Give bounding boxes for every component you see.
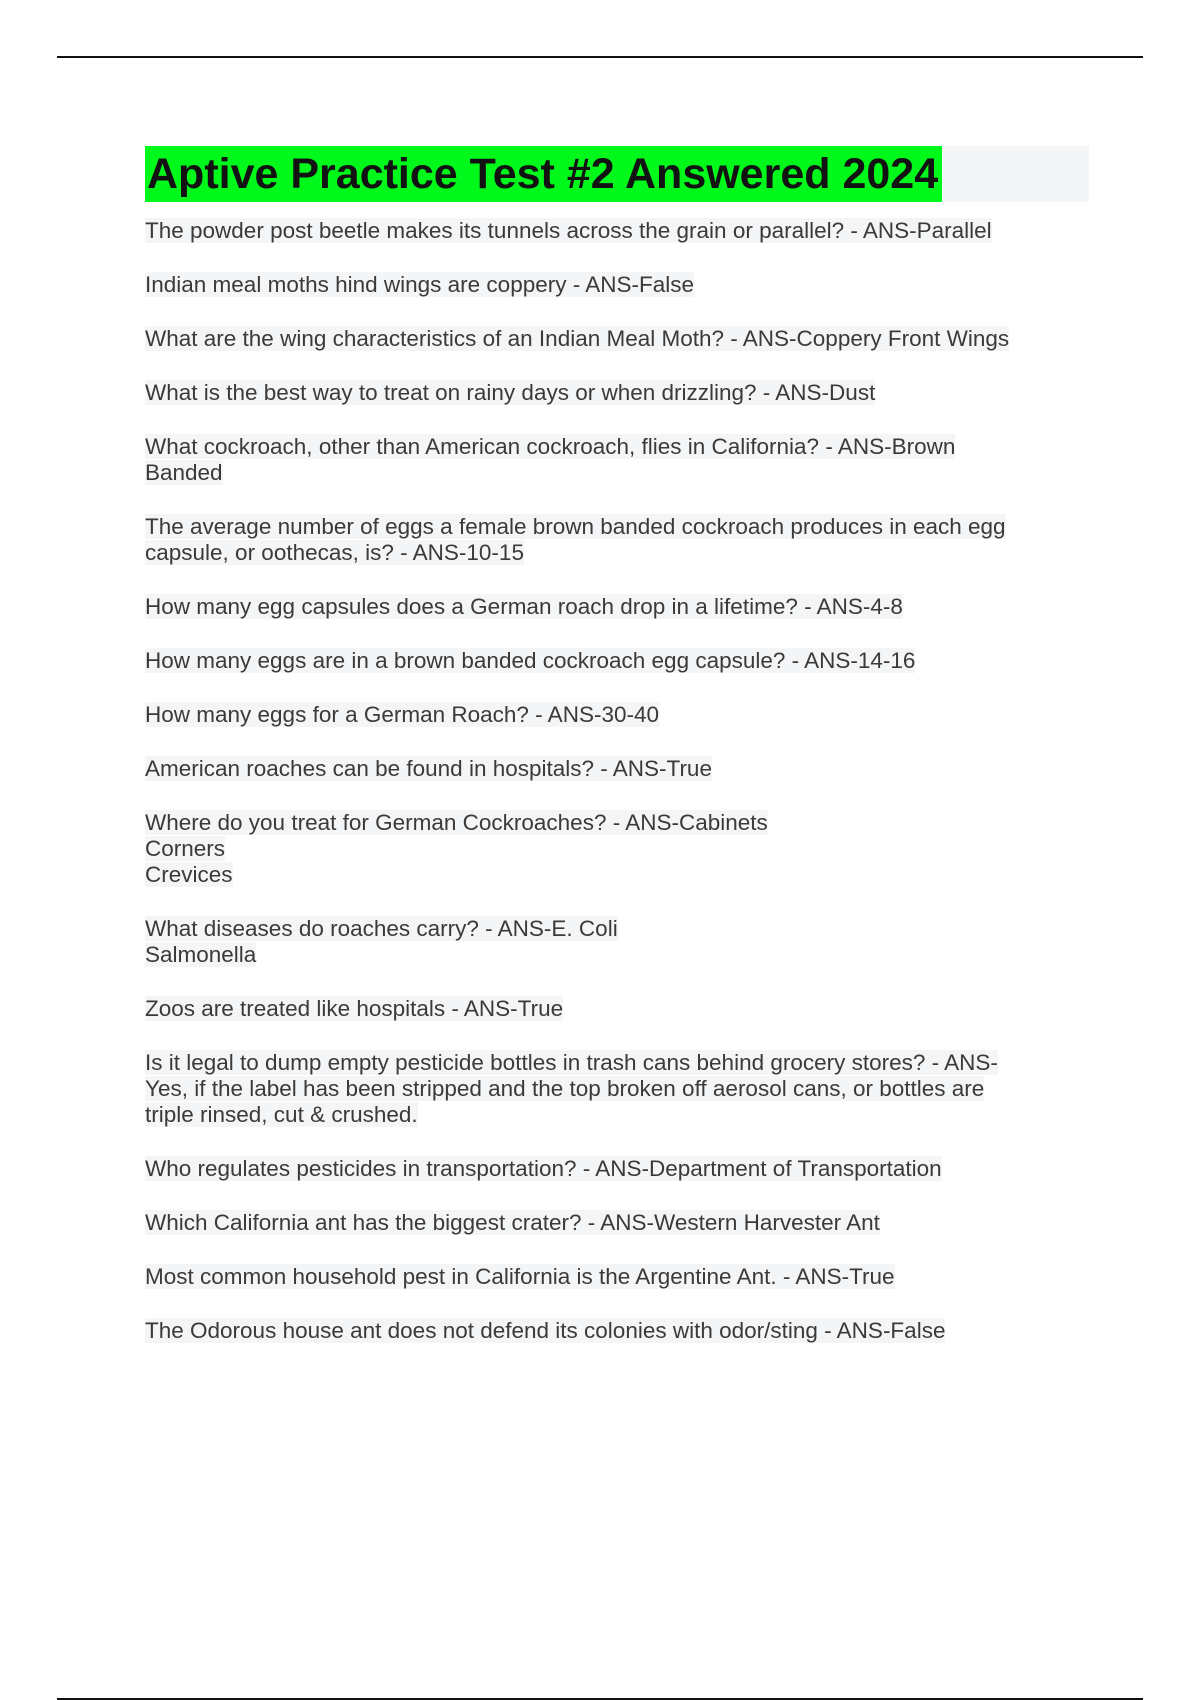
- qa-item: [145, 916, 1089, 968]
- qa-text: How many eggs are in a brown banded cockroach egg capsule? - ANS-14-16: [145, 648, 916, 673]
- qa-item: [145, 434, 1089, 486]
- qa-text: What cockroach, other than American cockroach, flies in California? - ANS-Brown Banded: [145, 434, 956, 485]
- qa-item: [145, 1264, 1089, 1290]
- qa-item: [145, 1050, 1089, 1128]
- qa-item: [145, 810, 1089, 888]
- qa-item: [145, 594, 1089, 620]
- qa-text: The average number of eggs a female brown banded cockroach produces in each egg capsule, or oothecas, is? - ANS-10-15: [145, 514, 1006, 565]
- qa-text: Which California ant has the biggest crater? - ANS-Western Harvester Ant: [145, 1210, 880, 1235]
- qa-text: American roaches can be found in hospitals? - ANS-True: [145, 756, 712, 781]
- qa-text: Is it legal to dump empty pesticide bottles in trash cans behind grocery stores? - ANS- Yes, if the label has been stripped and the top broken off aerosol cans, or bottles are triple rinsed, cut & crushed.: [145, 1050, 998, 1127]
- qa-item: [145, 648, 1089, 674]
- qa-text: Indian meal moths hind wings are coppery - ANS-False: [145, 272, 695, 297]
- qa-item: [145, 702, 1089, 728]
- title-bar: [145, 146, 1089, 202]
- qa-text: What are the wing characteristics of an Indian Meal Moth? - ANS-Coppery Front Wings: [145, 326, 1010, 351]
- top-rule: [57, 56, 1143, 58]
- qa-text: Who regulates pesticides in transportation? - ANS-Department of Transportation: [145, 1156, 942, 1181]
- qa-text: What diseases do roaches carry? - ANS-E. Coli Salmonella: [145, 916, 618, 967]
- qa-item: [145, 514, 1089, 566]
- document-page: [145, 146, 1089, 1372]
- qa-text: Most common household pest in California is the Argentine Ant. - ANS-True: [145, 1264, 895, 1289]
- qa-item: [145, 1318, 1089, 1344]
- qa-item: [145, 1156, 1089, 1182]
- qa-item: [145, 380, 1089, 406]
- qa-text: What is the best way to treat on rainy days or when drizzling? - ANS-Dust: [145, 380, 876, 405]
- qa-item: [145, 996, 1089, 1022]
- qa-text: How many eggs for a German Roach? - ANS-30-40: [145, 702, 659, 727]
- qa-item: [145, 756, 1089, 782]
- qa-text: The powder post beetle makes its tunnels across the grain or parallel? - ANS-Parallel: [145, 218, 992, 243]
- qa-item: [145, 218, 1089, 244]
- qa-text: The Odorous house ant does not defend its colonies with odor/sting - ANS-False: [145, 1318, 946, 1343]
- qa-text: Zoos are treated like hospitals - ANS-True: [145, 996, 564, 1021]
- qa-item: [145, 272, 1089, 298]
- qa-item: [145, 326, 1089, 352]
- qa-item: [145, 1210, 1089, 1236]
- document-title: Aptive Practice Test #2 Answered 2024: [145, 146, 942, 202]
- qa-text: Where do you treat for German Cockroaches? - ANS-Cabinets Corners Crevices: [145, 810, 768, 887]
- qa-text: How many egg capsules does a German roach drop in a lifetime? - ANS-4-8: [145, 594, 903, 619]
